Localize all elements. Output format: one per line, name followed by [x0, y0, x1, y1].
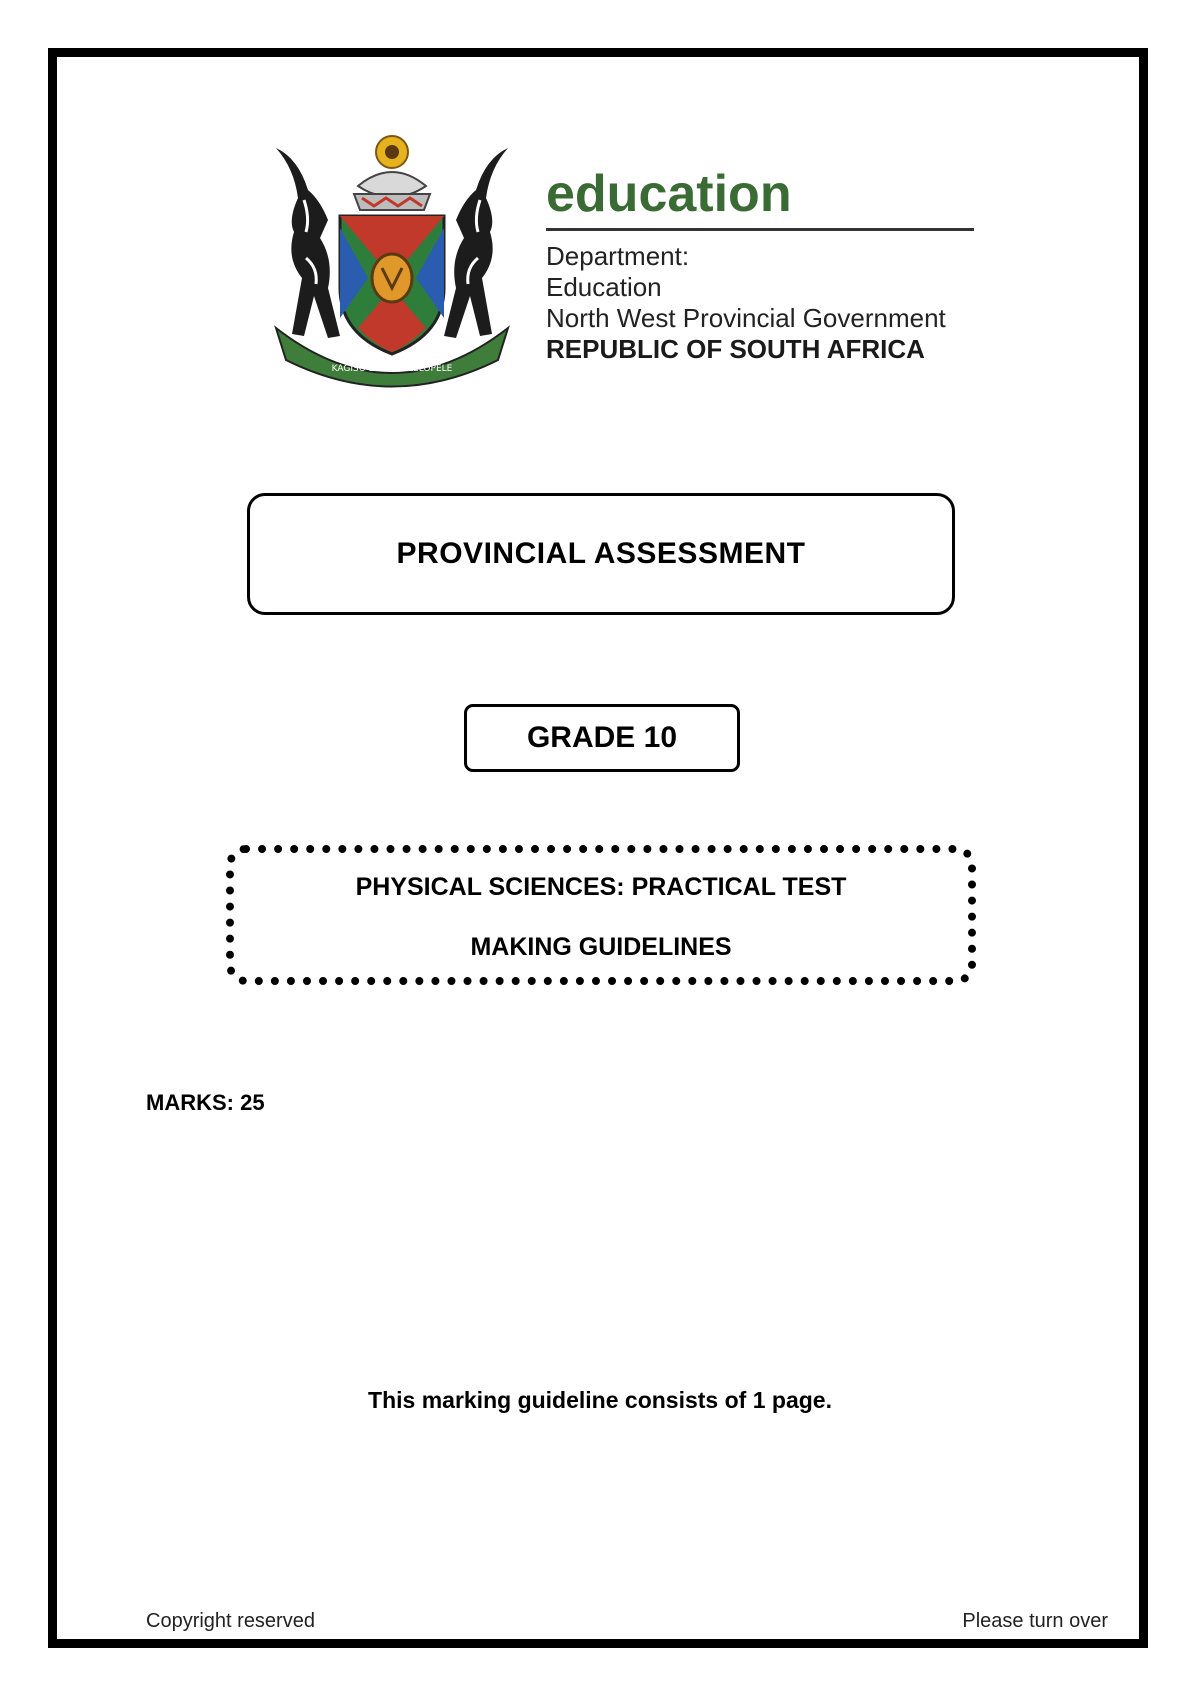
subject-box [226, 845, 976, 985]
assessment-title: PROVINCIAL ASSESSMENT [396, 537, 806, 570]
marks-label: MARKS: 25 [146, 1090, 265, 1115]
grade-label: GRADE 10 [526, 721, 678, 754]
department-name: Education [546, 272, 662, 302]
footer-copyright: Copyright reserved [146, 1610, 315, 1632]
assessment-title-box [247, 493, 955, 615]
department-header [546, 166, 976, 365]
footer-turn-over: Please turn over [962, 1610, 1108, 1632]
page-count-note: This marking guideline consists of 1 page. [368, 1387, 832, 1413]
grade-box [464, 704, 740, 772]
header-rule [546, 228, 974, 231]
department-label: Department: [546, 241, 690, 271]
crest-motto: KAGISO LE TSWELELOPELE [331, 364, 453, 374]
page-top-mark [652, 52, 672, 57]
country-name: REPUBLIC OF SOUTH AFRICA [546, 334, 925, 364]
department-title: education [546, 165, 792, 223]
government-name: North West Provincial Government [546, 303, 946, 333]
document-type: MAKING GUIDELINES [470, 933, 732, 961]
subject-title: PHYSICAL SCIENCES: PRACTICAL TEST [355, 873, 847, 901]
coat-of-arms-icon [258, 128, 526, 388]
